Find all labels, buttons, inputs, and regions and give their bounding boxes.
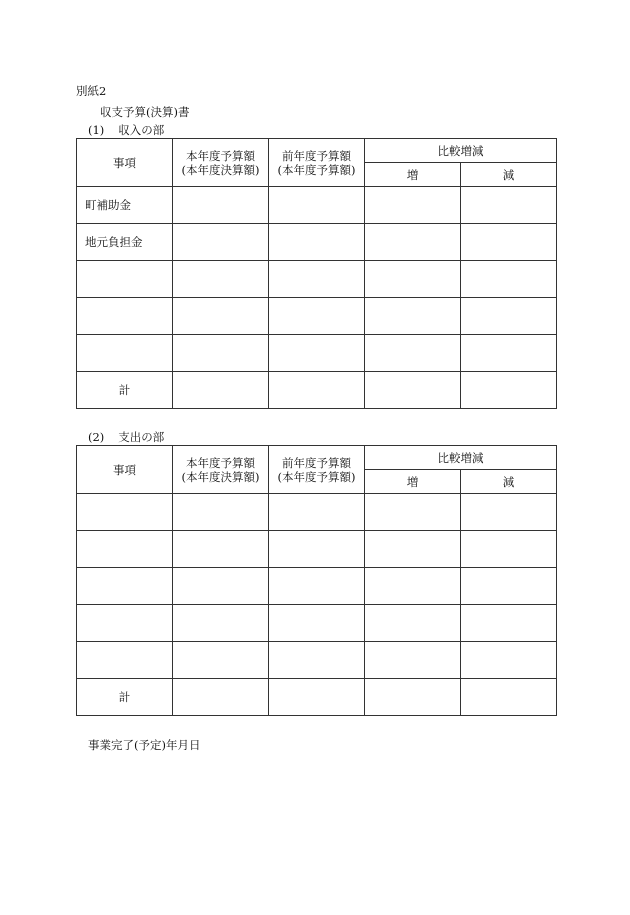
cell-increase	[365, 568, 461, 605]
cell-previous	[269, 605, 365, 642]
table-row	[77, 261, 557, 298]
cell-decrease	[461, 494, 557, 531]
cell-increase	[365, 679, 461, 716]
total-row	[77, 372, 557, 409]
header-previous-line2: (本年度予算額)	[277, 162, 356, 177]
income-heading	[88, 123, 164, 137]
cell-current	[173, 335, 269, 372]
row-item	[77, 568, 173, 605]
expense-table	[76, 445, 557, 716]
income-heading-number: (1)	[88, 123, 105, 137]
attachment-label: 別紙2	[76, 84, 107, 98]
row-item	[77, 261, 173, 298]
cell-increase	[365, 335, 461, 372]
cell-increase	[365, 224, 461, 261]
header-increase: 増	[365, 163, 461, 187]
cell-decrease	[461, 642, 557, 679]
cell-current	[173, 605, 269, 642]
header-previous-line2: (本年度予算額)	[277, 469, 356, 484]
cell-current	[173, 531, 269, 568]
cell-increase	[365, 531, 461, 568]
cell-current	[173, 261, 269, 298]
table-row	[77, 642, 557, 679]
header-item: 事項	[77, 446, 173, 494]
header-decrease: 減	[461, 163, 557, 187]
cell-decrease	[461, 568, 557, 605]
header-previous-budget	[269, 139, 365, 187]
cell-decrease	[461, 187, 557, 224]
cell-current	[173, 372, 269, 409]
cell-previous	[269, 531, 365, 568]
cell-increase	[365, 187, 461, 224]
income-heading-label: 収入の部	[118, 123, 165, 137]
header-current-line1: 本年度予算額	[186, 455, 255, 470]
row-item: 地元負担金	[77, 224, 173, 261]
cell-increase	[365, 494, 461, 531]
header-item: 事項	[77, 139, 173, 187]
cell-previous	[269, 642, 365, 679]
table-row	[77, 335, 557, 372]
cell-previous	[269, 679, 365, 716]
expense-heading-label: 支出の部	[118, 430, 165, 444]
table-row	[77, 494, 557, 531]
row-item: 町補助金	[77, 187, 173, 224]
completion-date-label: 事業完了(予定)年月日	[88, 738, 201, 752]
cell-increase	[365, 605, 461, 642]
cell-previous	[269, 261, 365, 298]
cell-previous	[269, 494, 365, 531]
cell-decrease	[461, 261, 557, 298]
header-increase: 増	[365, 470, 461, 494]
cell-previous	[269, 372, 365, 409]
expense-heading	[88, 430, 164, 444]
cell-previous	[269, 187, 365, 224]
document-title: 収支予算(決算)書	[100, 105, 190, 119]
cell-increase	[365, 642, 461, 679]
header-current-budget	[173, 446, 269, 494]
cell-current	[173, 224, 269, 261]
header-previous-line1: 前年度予算額	[282, 455, 351, 470]
cell-decrease	[461, 531, 557, 568]
header-comparison: 比較増減	[365, 139, 557, 163]
table-row	[77, 187, 557, 224]
total-row	[77, 679, 557, 716]
row-item	[77, 494, 173, 531]
header-current-budget	[173, 139, 269, 187]
cell-decrease	[461, 372, 557, 409]
cell-decrease	[461, 605, 557, 642]
row-item	[77, 298, 173, 335]
header-previous-line1: 前年度予算額	[282, 148, 351, 163]
header-current-line2: (本年度決算額)	[181, 162, 260, 177]
cell-current	[173, 642, 269, 679]
cell-current	[173, 679, 269, 716]
cell-decrease	[461, 298, 557, 335]
row-item	[77, 642, 173, 679]
cell-decrease	[461, 224, 557, 261]
cell-previous	[269, 298, 365, 335]
cell-current	[173, 298, 269, 335]
header-current-line2: (本年度決算額)	[181, 469, 260, 484]
cell-increase	[365, 372, 461, 409]
row-item	[77, 605, 173, 642]
header-current-line1: 本年度予算額	[186, 148, 255, 163]
cell-current	[173, 187, 269, 224]
table-row	[77, 568, 557, 605]
total-label: 計	[77, 372, 173, 409]
income-table	[76, 138, 557, 409]
cell-previous	[269, 568, 365, 605]
cell-increase	[365, 261, 461, 298]
cell-previous	[269, 335, 365, 372]
expense-heading-number: (2)	[88, 430, 105, 444]
table-row	[77, 531, 557, 568]
header-decrease: 減	[461, 470, 557, 494]
cell-current	[173, 568, 269, 605]
cell-previous	[269, 224, 365, 261]
header-previous-budget	[269, 446, 365, 494]
total-label: 計	[77, 679, 173, 716]
table-row	[77, 224, 557, 261]
table-row	[77, 298, 557, 335]
table-row	[77, 605, 557, 642]
header-comparison: 比較増減	[365, 446, 557, 470]
cell-current	[173, 494, 269, 531]
cell-increase	[365, 298, 461, 335]
cell-decrease	[461, 679, 557, 716]
row-item	[77, 335, 173, 372]
row-item	[77, 531, 173, 568]
cell-decrease	[461, 335, 557, 372]
